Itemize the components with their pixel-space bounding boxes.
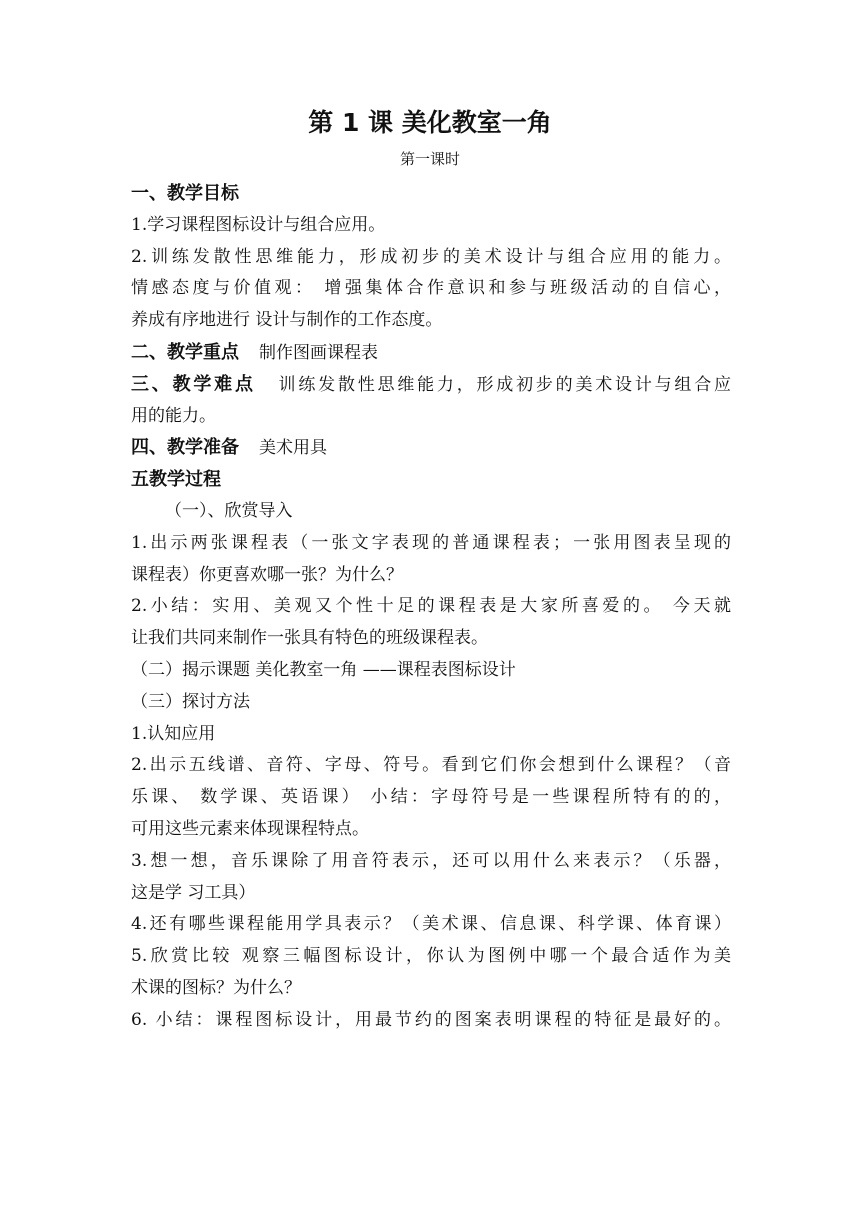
paragraph-line: 这是学 习工具）: [131, 882, 256, 903]
paragraph-line: 2.出示五线谱、音符、字母、符号。看到它们你会想到什么课程？（音: [131, 755, 731, 776]
paragraph-line: 1.认知应用: [131, 723, 216, 744]
lesson-subtitle: 第一课时: [399, 150, 460, 168]
paragraph-line: 术课的图标？为什么？: [131, 977, 301, 998]
subsection-heading-intro-text: （一）、欣赏导入: [165, 500, 293, 521]
section-heading-preparation: 四、教学准备: [131, 437, 239, 459]
subsection-heading-methods: （三）探讨方法: [131, 691, 250, 712]
section-heading-key-points: 二、教学重点: [131, 341, 239, 363]
subsection-heading-intro: [131, 496, 731, 528]
section-heading-difficulties: 三、教学难点: [131, 373, 256, 395]
paragraph-line: 4.还有哪些课程能用学具表示？（美术课、信息课、科学课、体育课）: [131, 914, 731, 935]
paragraph-line: 6. 小结：课程图标设计，用最节约的图案表明课程的特征是最好的。: [131, 1009, 731, 1030]
section-row-key-points: [131, 337, 731, 369]
paragraph-line: 乐课、 数学课、英语课） 小结：字母符号是一些课程所特有的的，: [131, 787, 731, 808]
lesson-content: [131, 178, 731, 1037]
subsection-heading-topic: （二）揭示课题 美化教室一角 ——课程表图标设计: [131, 659, 516, 680]
section-text-key-points: 制作图画课程表: [259, 342, 378, 363]
paragraph-line: 用的能力。: [131, 405, 216, 426]
paragraph-line: 2.训练发散性思维能力，形成初步的美术设计与组合应用的能力。: [131, 246, 731, 267]
section-heading-process: 五教学过程: [131, 469, 221, 491]
paragraph-line: 5.欣赏比较 观察三幅图标设计，你认为图例中哪一个最合适作为美: [131, 946, 731, 967]
section-row-preparation: [131, 432, 731, 464]
section-text-preparation: 美术用具: [259, 438, 327, 459]
paragraph-line: 让我们共同来制作一张具有特色的班级课程表。: [131, 628, 488, 649]
section-text-difficulties: 训练发散性思维能力，形成初步的美术设计与组合应: [275, 374, 731, 395]
paragraph-line: 养成有序地进行 设计与制作的工作态度。: [131, 310, 443, 331]
paragraph-line: 课程表）你更喜欢哪一张？为什么？: [131, 564, 403, 585]
paragraph-line: 可用这些元素来体现课程特点。: [131, 818, 369, 839]
paragraph-line: 情感态度与价值观： 增强集体合作意识和参与班级活动的自信心，: [131, 278, 731, 299]
section-row-difficulties: [131, 369, 731, 401]
paragraph-line: 3.想一想，音乐课除了用音符表示，还可以用什么来表示？（乐器，: [131, 850, 731, 871]
section-heading-objectives: 一、教学目标: [131, 183, 239, 204]
paragraph-line: 1.学习课程图标设计与组合应用。: [131, 214, 386, 235]
paragraph-line: 1.出示两张课程表（一张文字表现的普通课程表；一张用图表呈现的: [131, 532, 731, 553]
paragraph-line: 2.小结：实用、美观又个性十足的课程表是大家所喜爱的。 今天就: [131, 596, 731, 617]
lesson-title: 第 1 课 美化教室一角: [308, 108, 552, 137]
